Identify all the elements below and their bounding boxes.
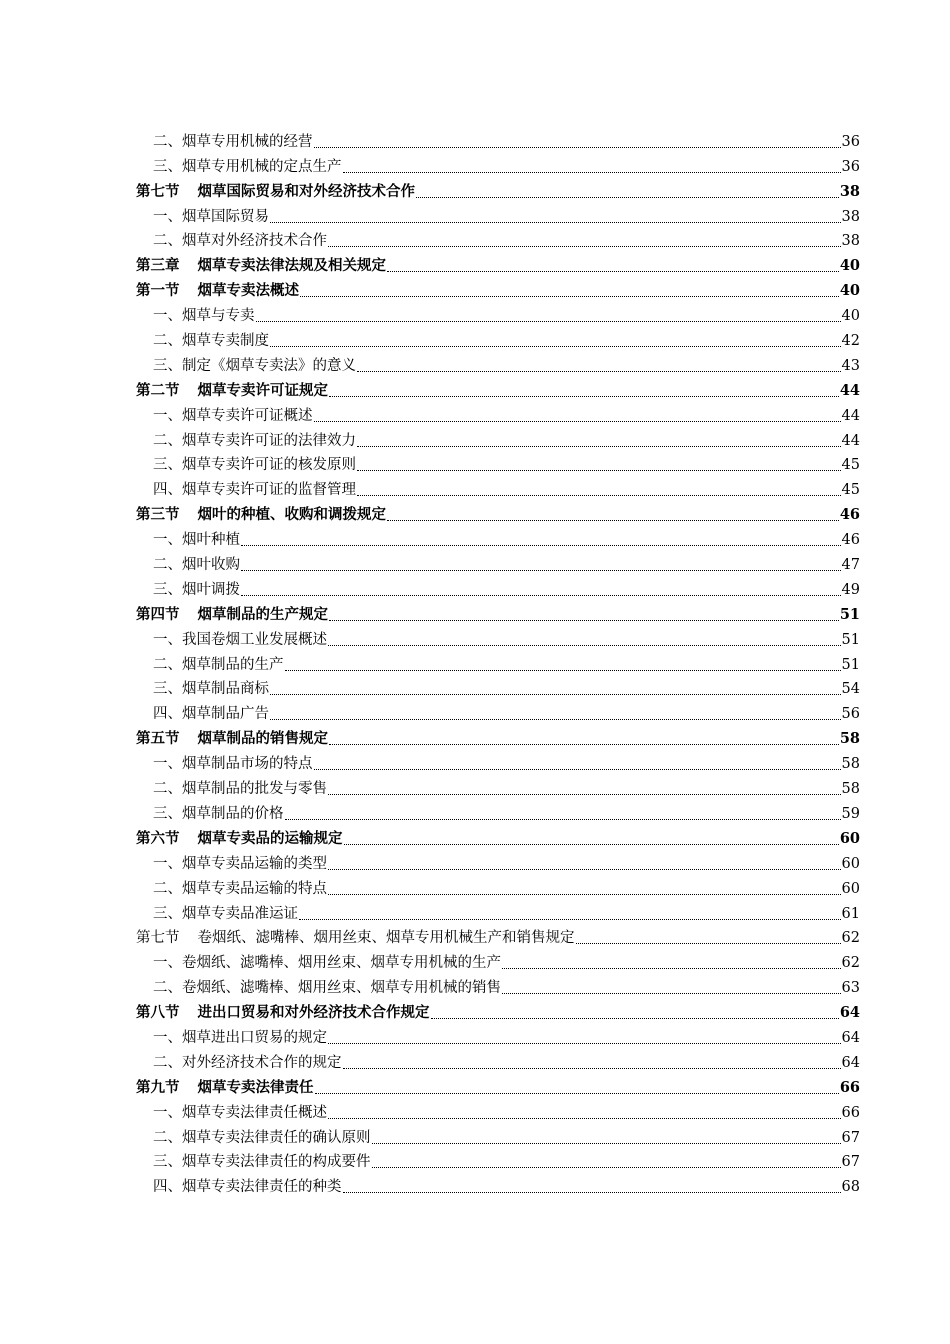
- toc-page-number: 58: [841, 756, 860, 773]
- toc-entry-title: [153, 805, 284, 823]
- toc-subsection-entry[interactable]: [136, 126, 860, 151]
- toc-entry-text: 二、烟草专卖品运输的特点: [153, 880, 327, 897]
- toc-entry-text: 烟草专卖法律法规及相关规定: [197, 257, 386, 275]
- toc-entry-text: 烟草国际贸易和对外经济技术合作: [197, 182, 415, 200]
- dot-leader: [328, 794, 841, 795]
- toc-entry-title: [153, 1178, 342, 1196]
- toc-page-number: 62: [841, 930, 860, 947]
- toc-entry-title: [153, 208, 269, 226]
- toc-entry-title: [136, 506, 386, 524]
- toc-page-number: 44: [839, 381, 860, 399]
- toc-entry-title: [136, 606, 328, 624]
- toc-page-number: 64: [839, 1004, 860, 1022]
- toc-subsection-entry[interactable]: [136, 350, 860, 375]
- toc-subsection-entry[interactable]: [136, 873, 860, 898]
- toc-entry-title: [153, 1054, 342, 1072]
- toc-entry-text: 烟草制品的销售规定: [197, 730, 328, 748]
- dot-leader: [576, 943, 841, 944]
- toc-page-number: 38: [841, 233, 860, 250]
- toc-subsection-entry[interactable]: [136, 1047, 860, 1072]
- toc-page-number: 44: [841, 407, 860, 424]
- toc-page-number: 40: [839, 282, 860, 300]
- dot-leader: [270, 222, 841, 223]
- toc-entry-title: [153, 954, 501, 972]
- toc-subsection-entry[interactable]: [136, 1171, 860, 1196]
- toc-page-number: 59: [841, 805, 860, 822]
- dot-leader: [241, 570, 841, 571]
- dot-leader: [241, 545, 841, 546]
- toc-subsection-entry[interactable]: [136, 524, 860, 549]
- toc-entry-number: 第二节: [136, 381, 180, 399]
- toc-page-number: 64: [841, 1029, 860, 1046]
- dot-leader: [357, 470, 841, 471]
- dot-leader: [329, 744, 839, 745]
- toc-entry-title: [153, 680, 269, 698]
- toc-entry-title: [153, 581, 240, 599]
- toc-subsection-entry[interactable]: [136, 1022, 860, 1047]
- toc-section-entry[interactable]: [136, 1072, 860, 1097]
- toc-page-number: 51: [841, 656, 860, 673]
- toc-entry-number: 第三节: [136, 506, 180, 524]
- toc-subsection-entry[interactable]: [136, 151, 860, 176]
- toc-subsection-entry[interactable]: [136, 1122, 860, 1147]
- toc-entry-title: [153, 1153, 371, 1171]
- toc-entry-text: 烟叶的种植、收购和调拨规定: [197, 506, 386, 524]
- toc-chapter-entry[interactable]: [136, 250, 860, 275]
- dot-leader: [343, 1192, 841, 1193]
- toc-section-entry[interactable]: [136, 923, 860, 948]
- toc-subsection-entry[interactable]: [136, 474, 860, 499]
- toc-entry-title: [153, 1104, 327, 1122]
- toc-entry-text: 一、卷烟纸、滤嘴棒、烟用丝束、烟草专用机械的生产: [153, 955, 501, 972]
- dot-leader: [343, 172, 841, 173]
- toc-section-entry[interactable]: [136, 176, 860, 201]
- toc-entry-text: 二、烟草制品的批发与零售: [153, 781, 327, 798]
- dot-leader: [431, 1018, 839, 1019]
- toc-entry-text: 烟草专卖品的运输规定: [197, 829, 343, 847]
- toc-entry-title: [136, 929, 575, 947]
- toc-entry-text: 二、烟草制品的生产: [153, 656, 284, 673]
- toc-page-number: 36: [841, 158, 860, 175]
- toc-entry-text: 二、烟草专卖制度: [153, 333, 269, 350]
- toc-subsection-entry[interactable]: [136, 1147, 860, 1172]
- toc-entry-text: 四、烟草专卖法律责任的种类: [153, 1179, 342, 1196]
- toc-entry-title: [136, 730, 328, 748]
- toc-entry-text: 一、烟草制品市场的特点: [153, 756, 313, 773]
- dot-leader: [416, 197, 839, 198]
- toc-subsection-entry[interactable]: [136, 1097, 860, 1122]
- dot-leader: [328, 894, 841, 895]
- dot-leader: [314, 147, 841, 148]
- toc-entry-text: 三、烟草专卖许可证的核发原则: [153, 457, 356, 474]
- toc-entry-text: 一、烟叶种植: [153, 532, 240, 549]
- dot-leader: [285, 670, 841, 671]
- toc-entry-title: [153, 656, 284, 674]
- toc-entry-text: 二、烟草专用机械的经营: [153, 133, 313, 150]
- toc-subsection-entry[interactable]: [136, 325, 860, 350]
- toc-entry-title: [153, 979, 501, 997]
- toc-entry-text: 三、烟草制品的价格: [153, 805, 284, 822]
- toc-entry-text: 一、烟草专卖法律责任概述: [153, 1104, 327, 1121]
- toc-entry-text: 二、烟草对外经济技术合作: [153, 233, 327, 250]
- toc-subsection-entry[interactable]: [136, 201, 860, 226]
- dot-leader: [256, 321, 841, 322]
- toc-page-number: 46: [841, 532, 860, 549]
- toc-entry-title: [153, 855, 327, 873]
- toc-subsection-entry[interactable]: [136, 300, 860, 325]
- dot-leader: [315, 1093, 839, 1094]
- toc-page-number: 42: [841, 333, 860, 350]
- dot-leader: [328, 869, 841, 870]
- toc-page-number: 67: [841, 1129, 860, 1146]
- toc-subsection-entry[interactable]: [136, 748, 860, 773]
- toc-entry-title: [153, 307, 255, 325]
- dot-leader: [357, 446, 841, 447]
- toc-section-entry[interactable]: [136, 823, 860, 848]
- toc-page-number: 61: [841, 905, 860, 922]
- dot-leader: [300, 296, 839, 297]
- toc-entry-text: 烟草专卖法律责任: [197, 1078, 314, 1096]
- toc-entry-text: 二、烟草专卖法律责任的确认原则: [153, 1129, 371, 1146]
- toc-page-number: 60: [841, 855, 860, 872]
- toc-entry-title: [153, 705, 269, 723]
- toc-entry-text: 四、烟草专卖许可证的监督管理: [153, 482, 356, 499]
- toc-entry-title: [136, 282, 299, 300]
- toc-entry-text: 一、烟草国际贸易: [153, 208, 269, 225]
- toc-section-entry[interactable]: [136, 723, 860, 748]
- dot-leader: [329, 396, 839, 397]
- toc-page-number: 60: [839, 829, 860, 847]
- toc-page-number: 44: [841, 432, 860, 449]
- toc-entry-number: 第七节: [136, 182, 180, 200]
- toc-entry-title: [153, 780, 327, 798]
- toc-entry-text: 二、烟草专卖许可证的法律效力: [153, 432, 356, 449]
- toc-page-number: 49: [841, 581, 860, 598]
- dot-leader: [372, 1167, 841, 1168]
- toc-entry-title: [153, 631, 327, 649]
- toc-page-number: 47: [841, 557, 860, 574]
- toc-entry-title: [153, 1029, 327, 1047]
- toc-entry-text: 四、烟草制品广告: [153, 706, 269, 723]
- toc-entry-text: 一、烟草专卖许可证概述: [153, 407, 313, 424]
- toc-page-number: 38: [841, 208, 860, 225]
- dot-leader: [328, 645, 841, 646]
- dot-leader: [328, 1118, 841, 1119]
- toc-entry-title: [153, 407, 313, 425]
- toc-entry-number: 第一节: [136, 282, 180, 300]
- dot-leader: [328, 246, 841, 247]
- toc-entry-title: [153, 880, 327, 898]
- toc-page-number: 46: [839, 506, 860, 524]
- toc-entry-title: [136, 183, 415, 201]
- toc-entry-text: 一、烟草专卖品运输的类型: [153, 855, 327, 872]
- toc-page-number: 56: [841, 706, 860, 723]
- toc-entry-number: 第六节: [136, 829, 180, 847]
- toc-entry-number: 第四节: [136, 605, 180, 623]
- toc-entry-number: 第七节: [136, 930, 180, 947]
- toc-entry-number: 第八节: [136, 1004, 180, 1022]
- dot-leader: [344, 844, 839, 845]
- toc-entry-text: 三、制定《烟草专卖法》的意义: [153, 357, 356, 374]
- toc-entry-text: 二、对外经济技术合作的规定: [153, 1054, 342, 1071]
- dot-leader: [357, 371, 841, 372]
- toc-entry-text: 三、烟草专卖品准运证: [153, 905, 298, 922]
- toc-entry-text: 一、我国卷烟工业发展概述: [153, 631, 327, 648]
- toc-entry-text: 烟草制品的生产规定: [197, 605, 328, 623]
- dot-leader: [329, 620, 839, 621]
- dot-leader: [270, 719, 841, 720]
- dot-leader: [343, 1068, 841, 1069]
- toc-entry-text: 卷烟纸、滤嘴棒、烟用丝束、烟草专用机械生产和销售规定: [197, 930, 575, 947]
- dot-leader: [502, 993, 841, 994]
- toc-entry-text: 三、烟草制品商标: [153, 681, 269, 698]
- toc-subsection-entry[interactable]: [136, 400, 860, 425]
- toc-page-number: 66: [839, 1078, 860, 1096]
- toc-section-entry[interactable]: [136, 997, 860, 1022]
- toc-entry-title: [153, 556, 240, 574]
- toc-section-entry[interactable]: [136, 275, 860, 300]
- toc-entry-title: [136, 1079, 314, 1097]
- toc-entry-title: [153, 357, 356, 375]
- dot-leader: [270, 694, 841, 695]
- dot-leader: [314, 421, 841, 422]
- toc-page-number: 60: [841, 880, 860, 897]
- toc-entry-title: [153, 481, 356, 499]
- toc-page-number: 58: [841, 781, 860, 798]
- dot-leader: [285, 819, 841, 820]
- toc-page-number: 66: [841, 1104, 860, 1121]
- dot-leader: [299, 919, 841, 920]
- toc-entry-text: 二、卷烟纸、滤嘴棒、烟用丝束、烟草专用机械的销售: [153, 980, 501, 997]
- toc-entry-text: 二、烟叶收购: [153, 557, 240, 574]
- toc-entry-title: [153, 332, 269, 350]
- toc-entry-title: [153, 531, 240, 549]
- toc-page-number: 40: [841, 308, 860, 325]
- dot-leader: [328, 1043, 841, 1044]
- toc-subsection-entry[interactable]: [136, 972, 860, 997]
- toc-entry-title: [153, 158, 342, 176]
- toc-page-number: 58: [839, 730, 860, 748]
- toc-entry-text: 一、烟草与专卖: [153, 308, 255, 325]
- toc-subsection-entry[interactable]: [136, 947, 860, 972]
- toc-entry-text: 烟草专卖许可证规定: [197, 381, 328, 399]
- toc-subsection-entry[interactable]: [136, 698, 860, 723]
- toc-subsection-entry[interactable]: [136, 848, 860, 873]
- toc-entry-text: 三、烟叶调拨: [153, 581, 240, 598]
- toc-page-number: 43: [841, 357, 860, 374]
- toc-section-entry[interactable]: [136, 499, 860, 524]
- toc-entry-title: [136, 1004, 430, 1022]
- toc-page-number: 38: [839, 182, 860, 200]
- toc-subsection-entry[interactable]: [136, 624, 860, 649]
- dot-leader: [314, 769, 841, 770]
- toc-page-number: 54: [841, 681, 860, 698]
- toc-page-number: 40: [839, 257, 860, 275]
- toc-section-entry[interactable]: [136, 375, 860, 400]
- toc-entry-title: [153, 905, 298, 923]
- toc-subsection-entry[interactable]: [136, 549, 860, 574]
- dot-leader: [241, 595, 841, 596]
- toc-subsection-entry[interactable]: [136, 425, 860, 450]
- toc-entry-title: [153, 1129, 371, 1147]
- toc-entry-title: [153, 133, 313, 151]
- toc-section-entry[interactable]: [136, 599, 860, 624]
- toc-entry-text: 进出口贸易和对外经济技术合作规定: [197, 1004, 430, 1022]
- toc-entry-number: 第三章: [136, 257, 180, 275]
- toc-page-number: 51: [839, 605, 860, 623]
- toc-page-number: 45: [841, 482, 860, 499]
- toc-entry-title: [153, 456, 356, 474]
- toc-entry-title: [136, 830, 343, 848]
- toc-subsection-entry[interactable]: [136, 674, 860, 699]
- toc-subsection-entry[interactable]: [136, 773, 860, 798]
- toc-page-number: 63: [841, 980, 860, 997]
- toc-entry-title: [153, 232, 327, 250]
- toc-entry-text: 烟草专卖法概述: [197, 282, 299, 300]
- toc-entry-title: [136, 257, 386, 275]
- toc-page-number: 62: [841, 955, 860, 972]
- toc-page-number: 67: [841, 1154, 860, 1171]
- dot-leader: [270, 346, 841, 347]
- toc-entry-number: 第九节: [136, 1078, 180, 1096]
- toc-entry-number: 第五节: [136, 730, 180, 748]
- dot-leader: [387, 271, 839, 272]
- toc-page-number: 45: [841, 457, 860, 474]
- toc-subsection-entry[interactable]: [136, 649, 860, 674]
- toc-page-number: 64: [841, 1054, 860, 1071]
- toc-subsection-entry[interactable]: [136, 450, 860, 475]
- dot-leader: [502, 968, 841, 969]
- toc-page-number: 51: [841, 631, 860, 648]
- toc-entry-title: [153, 432, 356, 450]
- dot-leader: [357, 495, 841, 496]
- toc-subsection-entry[interactable]: [136, 898, 860, 923]
- toc-page-number: 68: [841, 1179, 860, 1196]
- toc-page-number: 36: [841, 133, 860, 150]
- toc-entry-title: [153, 755, 313, 773]
- toc-entry-text: 一、烟草进出口贸易的规定: [153, 1029, 327, 1046]
- toc-entry-text: 三、烟草专用机械的定点生产: [153, 158, 342, 175]
- toc-subsection-entry[interactable]: [136, 574, 860, 599]
- table-of-contents: [136, 126, 860, 1196]
- toc-subsection-entry[interactable]: [136, 798, 860, 823]
- toc-entry-text: 三、烟草专卖法律责任的构成要件: [153, 1154, 371, 1171]
- dot-leader: [387, 520, 839, 521]
- toc-entry-title: [136, 382, 328, 400]
- dot-leader: [372, 1143, 841, 1144]
- toc-subsection-entry[interactable]: [136, 226, 860, 251]
